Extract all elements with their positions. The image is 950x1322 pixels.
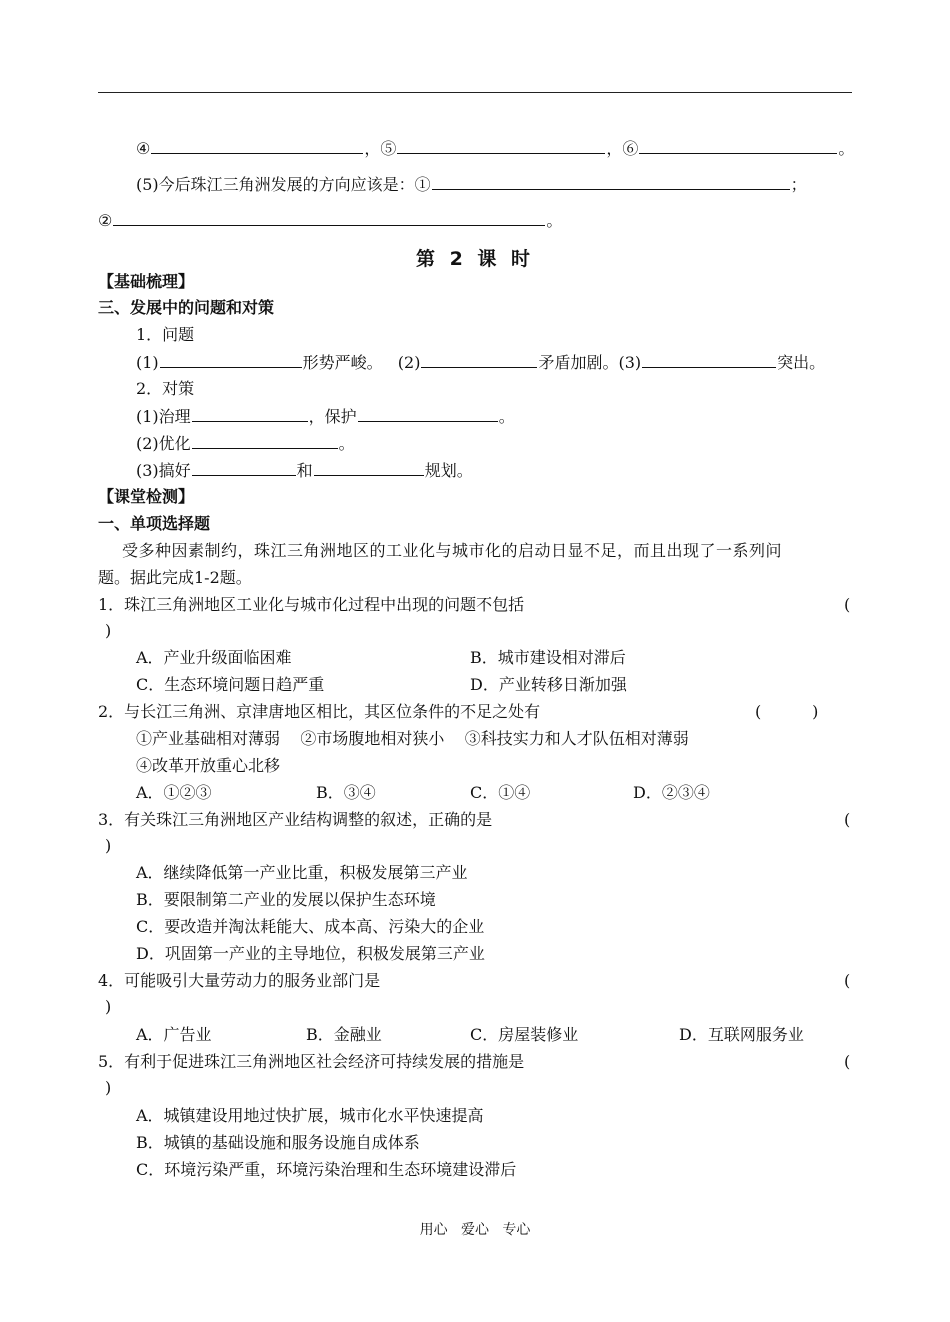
q1-option-b[interactable]: B．城市建设相对滞后 bbox=[470, 648, 626, 667]
question-1: 1．珠江三角洲地区工业化与城市化过程中出现的问题不包括 bbox=[98, 595, 525, 614]
blank-direction-2[interactable] bbox=[113, 210, 545, 226]
text: 。 bbox=[338, 434, 355, 453]
q1-option-c[interactable]: C．生态环境问题日趋严重 bbox=[136, 675, 325, 694]
measure-1 bbox=[136, 406, 515, 427]
intro-line-1: 受多种因素制约，珠江三角洲地区的工业化与城市化的启动日显不足，而且出现了一系列问 bbox=[122, 541, 783, 560]
q5-option-b[interactable]: B．城镇的基础设施和服务设施自成体系 bbox=[136, 1133, 420, 1152]
intro-line-2: 题。据此完成1-2题。 bbox=[98, 568, 252, 587]
fill-line-2 bbox=[98, 210, 562, 231]
question-2: 2．与长江三角洲、京津唐地区相比，其区位条件的不足之处有 bbox=[98, 702, 541, 721]
answer-paren-close: ) bbox=[105, 997, 112, 1016]
q5-direction-text: (5)今后珠江三角洲发展的方向应该是：① bbox=[136, 175, 431, 194]
basic-section: 三、发展中的问题和对策 bbox=[98, 298, 275, 317]
text-1: 形势严峻。 bbox=[302, 353, 383, 372]
blank-6[interactable] bbox=[639, 138, 837, 154]
circle-5: ，⑤ bbox=[364, 139, 397, 158]
text-2: 矛盾加剧。 bbox=[538, 353, 619, 372]
fill-line-456 bbox=[136, 138, 854, 159]
period: 。 bbox=[546, 211, 563, 230]
basic-p2: 2．对策 bbox=[136, 379, 195, 398]
question-3: 3．有关珠江三角洲地区产业结构调整的叙述，正确的是 bbox=[98, 810, 493, 829]
answer-paren-close: ) bbox=[105, 836, 112, 855]
fill-line-q5 bbox=[136, 174, 807, 195]
answer-paren-open[interactable]: ( bbox=[844, 971, 851, 990]
question-5: 5．有利于促进珠江三角洲地区社会经济可持续发展的措施是 bbox=[98, 1052, 525, 1071]
q2-statements-1: ①产业基础相对薄弱 ②市场腹地相对狭小 ③科技实力和人才队伍相对薄弱 bbox=[136, 729, 689, 748]
check-header: 【课堂检测】 bbox=[98, 487, 195, 506]
semicolon: ； bbox=[790, 175, 807, 194]
answer-paren-open[interactable]: ( bbox=[844, 1052, 851, 1071]
header-rule bbox=[98, 92, 852, 93]
blank-measure-1a[interactable] bbox=[192, 406, 308, 422]
answer-paren[interactable]: ( ) bbox=[755, 702, 819, 721]
text: (3)搞好 bbox=[136, 461, 191, 480]
period: 。 bbox=[838, 139, 855, 158]
q2-option-d[interactable]: D．②③④ bbox=[633, 783, 710, 802]
text: 。 bbox=[498, 407, 515, 426]
q4-option-c[interactable]: C．房屋装修业 bbox=[470, 1025, 579, 1044]
blank-problem-3[interactable] bbox=[642, 352, 776, 368]
measure-2 bbox=[136, 433, 355, 454]
label-1: (1) bbox=[136, 353, 159, 372]
answer-paren-open[interactable]: ( bbox=[844, 810, 851, 829]
q3-option-b[interactable]: B．要限制第二产业的发展以保护生态环境 bbox=[136, 890, 436, 909]
answer-paren-open[interactable]: ( bbox=[844, 595, 851, 614]
text: 规划。 bbox=[424, 461, 473, 480]
q3-option-a[interactable]: A．继续降低第一产业比重，积极发展第三产业 bbox=[136, 863, 468, 882]
text: (1)治理 bbox=[136, 407, 191, 426]
q1-option-a[interactable]: A．产业升级面临困难 bbox=[136, 648, 292, 667]
q2-option-a[interactable]: A．①②③ bbox=[136, 783, 212, 802]
blank-4[interactable] bbox=[151, 138, 363, 154]
measure-3 bbox=[136, 460, 473, 481]
blank-5[interactable] bbox=[397, 138, 605, 154]
blank-problem-1[interactable] bbox=[160, 352, 302, 368]
text: (2)优化 bbox=[136, 434, 191, 453]
answer-paren-close: ) bbox=[105, 1078, 112, 1097]
blank-direction-1[interactable] bbox=[432, 174, 790, 190]
blank-measure-3b[interactable] bbox=[314, 460, 424, 476]
q2-option-c[interactable]: C．①④ bbox=[470, 783, 531, 802]
q5-option-a[interactable]: A．城镇建设用地过快扩展，城市化水平快速提高 bbox=[136, 1106, 484, 1125]
answer-paren-close: ) bbox=[105, 621, 112, 640]
q4-option-b[interactable]: B．金融业 bbox=[306, 1025, 382, 1044]
circle-4: ④ bbox=[136, 139, 151, 158]
q2-option-b[interactable]: B．③④ bbox=[316, 783, 376, 802]
q1-option-d[interactable]: D．产业转移日渐加强 bbox=[470, 675, 627, 694]
basic-header: 【基础梳理】 bbox=[98, 272, 195, 291]
q4-option-a[interactable]: A．广告业 bbox=[136, 1025, 212, 1044]
problem-line bbox=[136, 352, 825, 373]
label-2: (2) bbox=[397, 353, 421, 372]
q5-option-c[interactable]: C．环境污染严重，环境污染治理和生态环境建设滞后 bbox=[136, 1160, 517, 1179]
text-3: 突出。 bbox=[777, 353, 826, 372]
blank-problem-2[interactable] bbox=[421, 352, 537, 368]
circle-6: ，⑥ bbox=[606, 139, 639, 158]
text: 和 bbox=[296, 461, 313, 480]
q3-option-c[interactable]: C．要改造并淘汰耗能大、成本高、污染大的企业 bbox=[136, 917, 485, 936]
label-3: (3) bbox=[618, 353, 642, 372]
blank-measure-3a[interactable] bbox=[192, 460, 296, 476]
page-footer: 用心 爱心 专心 bbox=[419, 1222, 531, 1238]
circle-2: ② bbox=[98, 211, 113, 230]
question-4: 4．可能吸引大量劳动力的服务业部门是 bbox=[98, 971, 381, 990]
text: ，保护 bbox=[308, 407, 357, 426]
q4-option-d[interactable]: D．互联网服务业 bbox=[679, 1025, 804, 1044]
basic-p1: 1．问题 bbox=[136, 325, 195, 344]
blank-measure-2[interactable] bbox=[192, 433, 338, 449]
q2-statements-2: ④改革开放重心北移 bbox=[136, 756, 281, 775]
q3-option-d[interactable]: D．巩固第一产业的主导地位，积极发展第三产业 bbox=[136, 944, 485, 963]
lesson-title: 第 2 课 时 bbox=[415, 248, 535, 270]
blank-measure-1b[interactable] bbox=[358, 406, 498, 422]
check-section: 一、单项选择题 bbox=[98, 514, 211, 533]
